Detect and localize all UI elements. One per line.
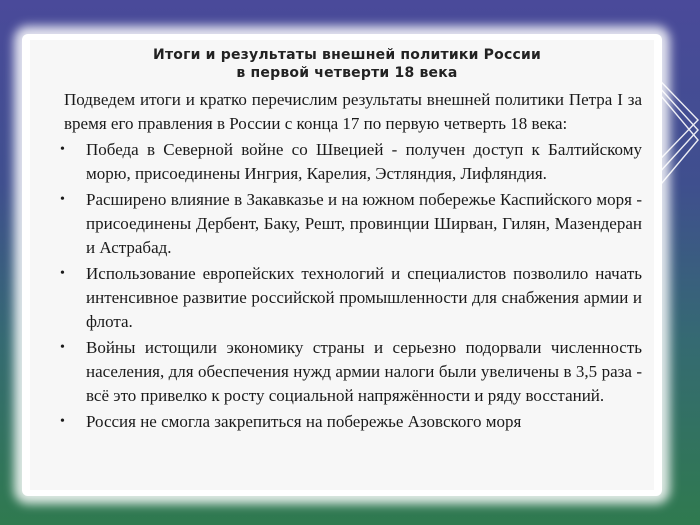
bullet-icon: • — [60, 340, 65, 355]
list-item-text: Победа в Северной войне со Швецией - получен доступ к Балтийскому морю, присоединены Ингрия, Карелия, Эстляндия, Лифляндия. — [86, 140, 642, 183]
bullet-icon: • — [60, 192, 65, 207]
slide-title-line2: в первой четверти 18 века — [236, 65, 458, 81]
list-item-text: Использование европейских технологий и специалистов позволило начать интенсивное развитие российской промышленности для снабжения армии и флота. — [86, 264, 642, 331]
list-item-text: Россия не смогла закрепиться на побережье Азовского моря — [86, 412, 522, 431]
slide-title-line1: Итоги и результаты внешней политики России — [153, 47, 541, 63]
list-item-text: Войны истощили экономику страны и серьезно подорвали численность населения, для обеспечения нужд армии налоги были увеличены в 3,5 раза - всё это привелко к росту социальной напряжённости и ряду восстаний. — [86, 338, 642, 405]
slide-card — [30, 40, 654, 490]
list-item — [52, 188, 642, 260]
results-list — [52, 138, 642, 434]
intro-paragraph: Подведем итоги и кратко перечислим результаты внешней политики Петра I за время его правления в России с конца 17 по первую четверть 18 века: — [64, 90, 642, 133]
bullet-icon: • — [60, 414, 65, 429]
list-item — [52, 410, 642, 434]
list-item — [52, 336, 642, 408]
list-item — [52, 262, 642, 334]
list-item — [52, 138, 642, 186]
slide-title — [52, 46, 642, 82]
bullet-icon: • — [60, 266, 65, 281]
bullet-icon: • — [60, 142, 65, 157]
list-item-text: Расширено влияние в Закавказье и на южном побережье Каспийского моря - присоединены Дербент, Баку, Решт, провинции Ширван, Гилян, Мазендеран и Астрабад. — [86, 190, 642, 257]
